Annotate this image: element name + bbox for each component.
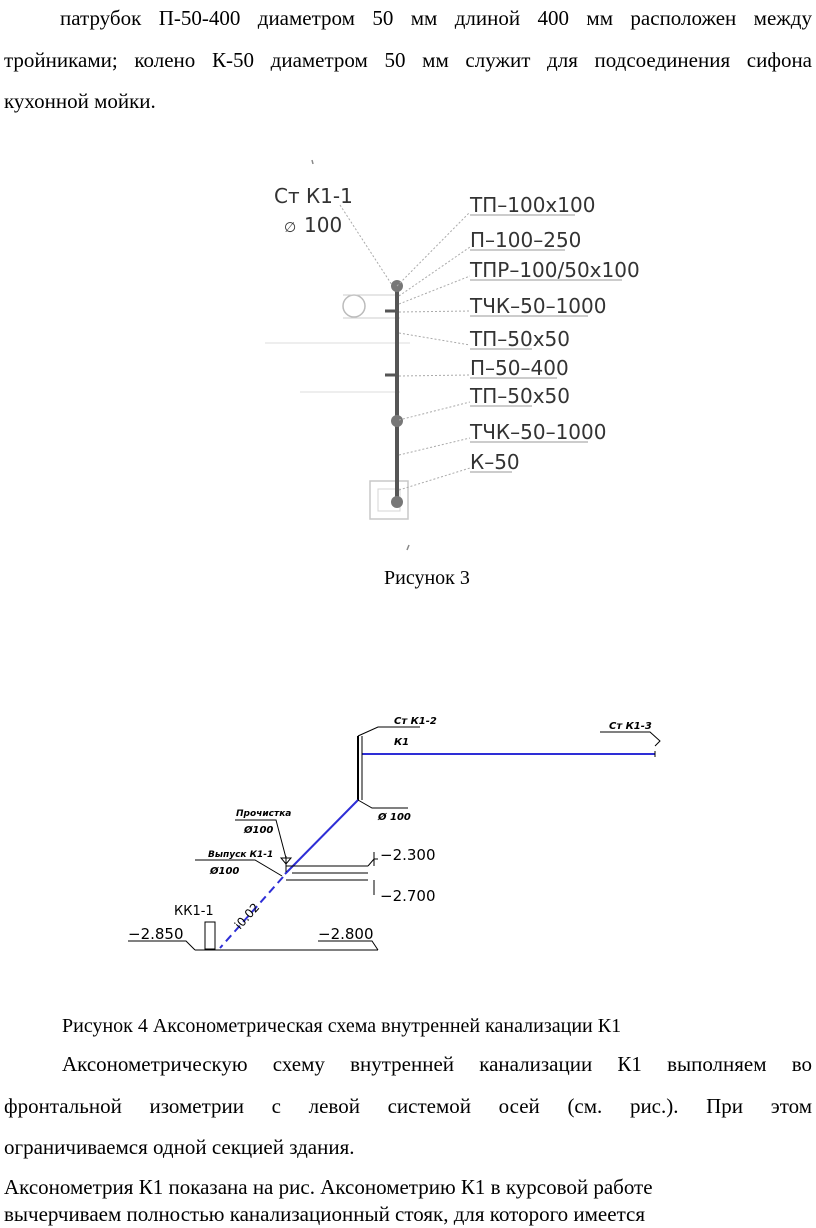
paragraph-top-line-3: кухонной мойки.: [4, 89, 156, 113]
slope-label: i0.02: [231, 900, 263, 933]
fitting-label-3: ТПР–100/50х100: [470, 258, 640, 282]
label-d100-right: Ø 100: [378, 812, 411, 823]
fitting-label-2: П–100–250: [470, 228, 582, 252]
level-2300: −2.300: [380, 846, 436, 864]
label-vypusk: Выпуск К1-1: [208, 850, 274, 860]
level-mark-2300: [368, 859, 378, 866]
paragraph-bottom-line-5: вычерчиваем полностью канализационный стояк, для которого имеется: [4, 1202, 645, 1226]
paragraph-bottom-line-2: фронтальной изометрии с левой системой осей (см. рис.). При этом: [4, 1094, 812, 1118]
figure-4-caption: Рисунок 4 Аксонометрическая схема внутренней канализации К1: [62, 1015, 622, 1037]
fitting-label-6: П–50–400: [470, 356, 569, 380]
riser-diameter: 100: [304, 213, 343, 237]
level-2700: −2.700: [380, 887, 436, 905]
leader-st-k1-3: [600, 732, 660, 746]
paragraph-top-line-1: патрубок П-50-400 диаметром 50 мм длиной 400 мм расположен между: [60, 6, 812, 30]
fitting-label-9: К–50: [470, 450, 520, 474]
riser-label: Ст К1-1: [274, 184, 353, 208]
paragraph-top-line-2: тройниками; колено К-50 диаметром 50 мм служит для подсоединения сифона: [4, 48, 812, 72]
paragraph-bottom-line-4: Аксонометрия К1 показана на рис. Аксонометрию К1 в курсовой работе: [4, 1175, 653, 1199]
label-st-k1-2: Ст К1-2: [394, 716, 437, 727]
fitting-label-5: ТП–50х50: [470, 327, 570, 351]
fitting-label-7: ТП–50х50: [470, 384, 570, 408]
label-vypusk-d: Ø100: [210, 866, 240, 877]
fitting-label-8: ТЧК–50–1000: [470, 420, 607, 444]
label-prochistka-d: Ø100: [244, 825, 274, 836]
level-2800: −2.800: [318, 925, 374, 943]
leader-d100: [358, 800, 408, 808]
level-2850: −2.850: [128, 925, 184, 943]
paragraph-bottom-line-1: Аксонометрическую схему внутренней канализации К1 выполняем во: [62, 1052, 812, 1076]
diagonal-pipe: [285, 800, 358, 874]
figure-3-caption: Рисунок 3: [384, 567, 470, 589]
label-st-k1-3: Ст К1-3: [609, 721, 652, 732]
label-prochistka: Прочистка: [236, 809, 292, 819]
label-k1: К1: [394, 737, 410, 748]
leader-st-k1-2: [358, 727, 420, 736]
paragraph-bottom-line-3: ограничиваемся одной секцией здания.: [4, 1135, 355, 1159]
well-label: КК1-1: [174, 904, 214, 919]
fitting-label-4: ТЧК–50–1000: [470, 294, 607, 318]
well-kk1-1: [205, 922, 215, 949]
fitting-label-1: ТП–100х100: [470, 193, 596, 217]
riser-diameter-mark: ∅: [284, 220, 297, 236]
